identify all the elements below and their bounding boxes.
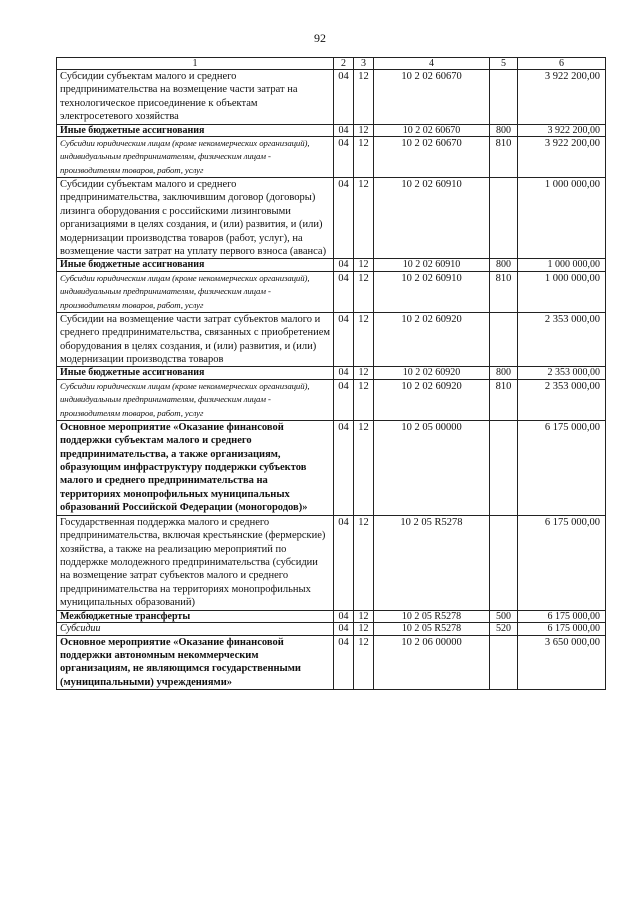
- target-article-cell: 10 2 05 R5278: [374, 515, 490, 610]
- amount-cell: 6 175 000,00: [518, 420, 606, 515]
- table-row: [57, 623, 606, 636]
- expense-type-cell: 810: [490, 271, 518, 312]
- amount-cell: 2 353 000,00: [518, 367, 606, 380]
- table-row: [57, 515, 606, 610]
- table-row: [57, 635, 606, 690]
- row-name-cell: Субсидии юридическим лицам (кроме некоммерческих организаций), индивидуальным предпринимателям, физическим лицам - производителям товаров, работ, услуг: [57, 137, 334, 178]
- target-article-cell: 10 2 05 R5278: [374, 623, 490, 636]
- subsection-cell: 12: [354, 610, 374, 623]
- section-cell: 04: [334, 635, 354, 690]
- header-row: [57, 58, 606, 70]
- row-name-cell: Субсидии юридическим лицам (кроме некоммерческих организаций), индивидуальным предпринимателям, физическим лицам - производителям товаров, работ, услуг: [57, 379, 334, 420]
- row-name-cell: Межбюджетные трансферты: [57, 610, 334, 623]
- target-article-cell: 10 2 02 60670: [374, 137, 490, 178]
- target-article-cell: 10 2 05 R5278: [374, 610, 490, 623]
- section-cell: 04: [334, 178, 354, 259]
- expense-type-cell: [490, 515, 518, 610]
- subsection-cell: 12: [354, 312, 374, 367]
- header-cell: 2: [334, 58, 354, 70]
- subsection-cell: 12: [354, 623, 374, 636]
- expense-type-cell: [490, 70, 518, 125]
- expense-type-cell: 800: [490, 259, 518, 272]
- table-row: [57, 259, 606, 272]
- row-name-cell: Субсидии: [57, 623, 334, 636]
- section-cell: 04: [334, 259, 354, 272]
- section-cell: 04: [334, 271, 354, 312]
- row-name-cell: Иные бюджетные ассигнования: [57, 259, 334, 272]
- table-row: [57, 137, 606, 178]
- subsection-cell: 12: [354, 259, 374, 272]
- expense-type-cell: [490, 312, 518, 367]
- amount-cell: 3 922 200,00: [518, 70, 606, 125]
- section-cell: 04: [334, 610, 354, 623]
- subsection-cell: 12: [354, 137, 374, 178]
- subsection-cell: 12: [354, 379, 374, 420]
- expense-type-cell: [490, 178, 518, 259]
- table-row: [57, 367, 606, 380]
- table-row: [57, 70, 606, 125]
- target-article-cell: 10 2 02 60670: [374, 70, 490, 125]
- amount-cell: 2 353 000,00: [518, 312, 606, 367]
- target-article-cell: 10 2 02 60910: [374, 178, 490, 259]
- amount-cell: 3 650 000,00: [518, 635, 606, 690]
- row-name-cell: Основное мероприятие «Оказание финансовой поддержки субъектам малого и среднего предпринимательства, а также организациям, образующим инфраструктуру поддержки субъектов малого и среднего предпринимательства на территориях монопрофильных муниципальных образований Российской Федерации (моногородов)»: [57, 420, 334, 515]
- row-name-cell: Иные бюджетные ассигнования: [57, 124, 334, 137]
- target-article-cell: 10 2 02 60910: [374, 259, 490, 272]
- subsection-cell: 12: [354, 515, 374, 610]
- header-cell: 5: [490, 58, 518, 70]
- table-row: [57, 420, 606, 515]
- section-cell: 04: [334, 137, 354, 178]
- header-cell: 6: [518, 58, 606, 70]
- row-name-cell: Субсидии на возмещение части затрат субъектов малого и среднего предпринимательства, связанных с приобретением оборудования в целях создания, и (или) развития, и (или) модернизации производства товаров: [57, 312, 334, 367]
- section-cell: 04: [334, 379, 354, 420]
- table-row: [57, 271, 606, 312]
- amount-cell: 2 353 000,00: [518, 379, 606, 420]
- subsection-cell: 12: [354, 420, 374, 515]
- expense-type-cell: 520: [490, 623, 518, 636]
- table-row: [57, 124, 606, 137]
- row-name-cell: Субсидии субъектам малого и среднего предпринимательства, заключившим договор (договоры) лизинга оборудования с российскими лизинговыми организациями в целях создания, и (или) развития, и (или) модернизации производства товаров (работ, услуг), на возмещение части затрат на уплату первого взноса (аванса): [57, 178, 334, 259]
- expense-type-cell: 810: [490, 379, 518, 420]
- subsection-cell: 12: [354, 178, 374, 259]
- section-cell: 04: [334, 420, 354, 515]
- expense-type-cell: [490, 635, 518, 690]
- table-row: [57, 610, 606, 623]
- target-article-cell: 10 2 05 00000: [374, 420, 490, 515]
- page-number: 92: [314, 31, 326, 45]
- subsection-cell: 12: [354, 70, 374, 125]
- target-article-cell: 10 2 02 60920: [374, 367, 490, 380]
- subsection-cell: 12: [354, 367, 374, 380]
- row-name-cell: Субсидии субъектам малого и среднего предпринимательства на возмещение части затрат на технологическое присоединение к объектам электросетевого хозяйства: [57, 70, 334, 125]
- target-article-cell: 10 2 02 60670: [374, 124, 490, 137]
- expense-type-cell: 810: [490, 137, 518, 178]
- target-article-cell: 10 2 02 60920: [374, 379, 490, 420]
- expense-type-cell: [490, 420, 518, 515]
- amount-cell: 6 175 000,00: [518, 610, 606, 623]
- header-cell: 1: [57, 58, 334, 70]
- amount-cell: 6 175 000,00: [518, 515, 606, 610]
- section-cell: 04: [334, 124, 354, 137]
- row-name-cell: Основное мероприятие «Оказание финансовой поддержки автономным некоммерческим организациям, не являющимся государственными (муниципальными) учреждениями»: [57, 635, 334, 690]
- budget-table: [56, 57, 606, 690]
- section-cell: 04: [334, 623, 354, 636]
- subsection-cell: 12: [354, 635, 374, 690]
- subsection-cell: 12: [354, 124, 374, 137]
- row-name-cell: Иные бюджетные ассигнования: [57, 367, 334, 380]
- amount-cell: 3 922 200,00: [518, 124, 606, 137]
- row-name-cell: Государственная поддержка малого и среднего предпринимательства, включая крестьянские (фермерские) хозяйства, а также на реализацию мероприятий по поддержке молодежного предпринимательства (субсидии на возмещение затрат субъектов малого и среднего предпринимательства на территориях монопрофильных муниципальных образований): [57, 515, 334, 610]
- header-cell: 4: [374, 58, 490, 70]
- amount-cell: 1 000 000,00: [518, 259, 606, 272]
- table-row: [57, 312, 606, 367]
- amount-cell: 1 000 000,00: [518, 178, 606, 259]
- section-cell: 04: [334, 367, 354, 380]
- expense-type-cell: 800: [490, 367, 518, 380]
- section-cell: 04: [334, 312, 354, 367]
- amount-cell: 6 175 000,00: [518, 623, 606, 636]
- section-cell: 04: [334, 515, 354, 610]
- row-name-cell: Субсидии юридическим лицам (кроме некоммерческих организаций), индивидуальным предпринимателям, физическим лицам - производителям товаров, работ, услуг: [57, 271, 334, 312]
- expense-type-cell: 800: [490, 124, 518, 137]
- amount-cell: 3 922 200,00: [518, 137, 606, 178]
- table-row: [57, 379, 606, 420]
- table-row: [57, 178, 606, 259]
- expense-type-cell: 500: [490, 610, 518, 623]
- target-article-cell: 10 2 02 60910: [374, 271, 490, 312]
- subsection-cell: 12: [354, 271, 374, 312]
- target-article-cell: 10 2 02 60920: [374, 312, 490, 367]
- section-cell: 04: [334, 70, 354, 125]
- header-cell: 3: [354, 58, 374, 70]
- target-article-cell: 10 2 06 00000: [374, 635, 490, 690]
- amount-cell: 1 000 000,00: [518, 271, 606, 312]
